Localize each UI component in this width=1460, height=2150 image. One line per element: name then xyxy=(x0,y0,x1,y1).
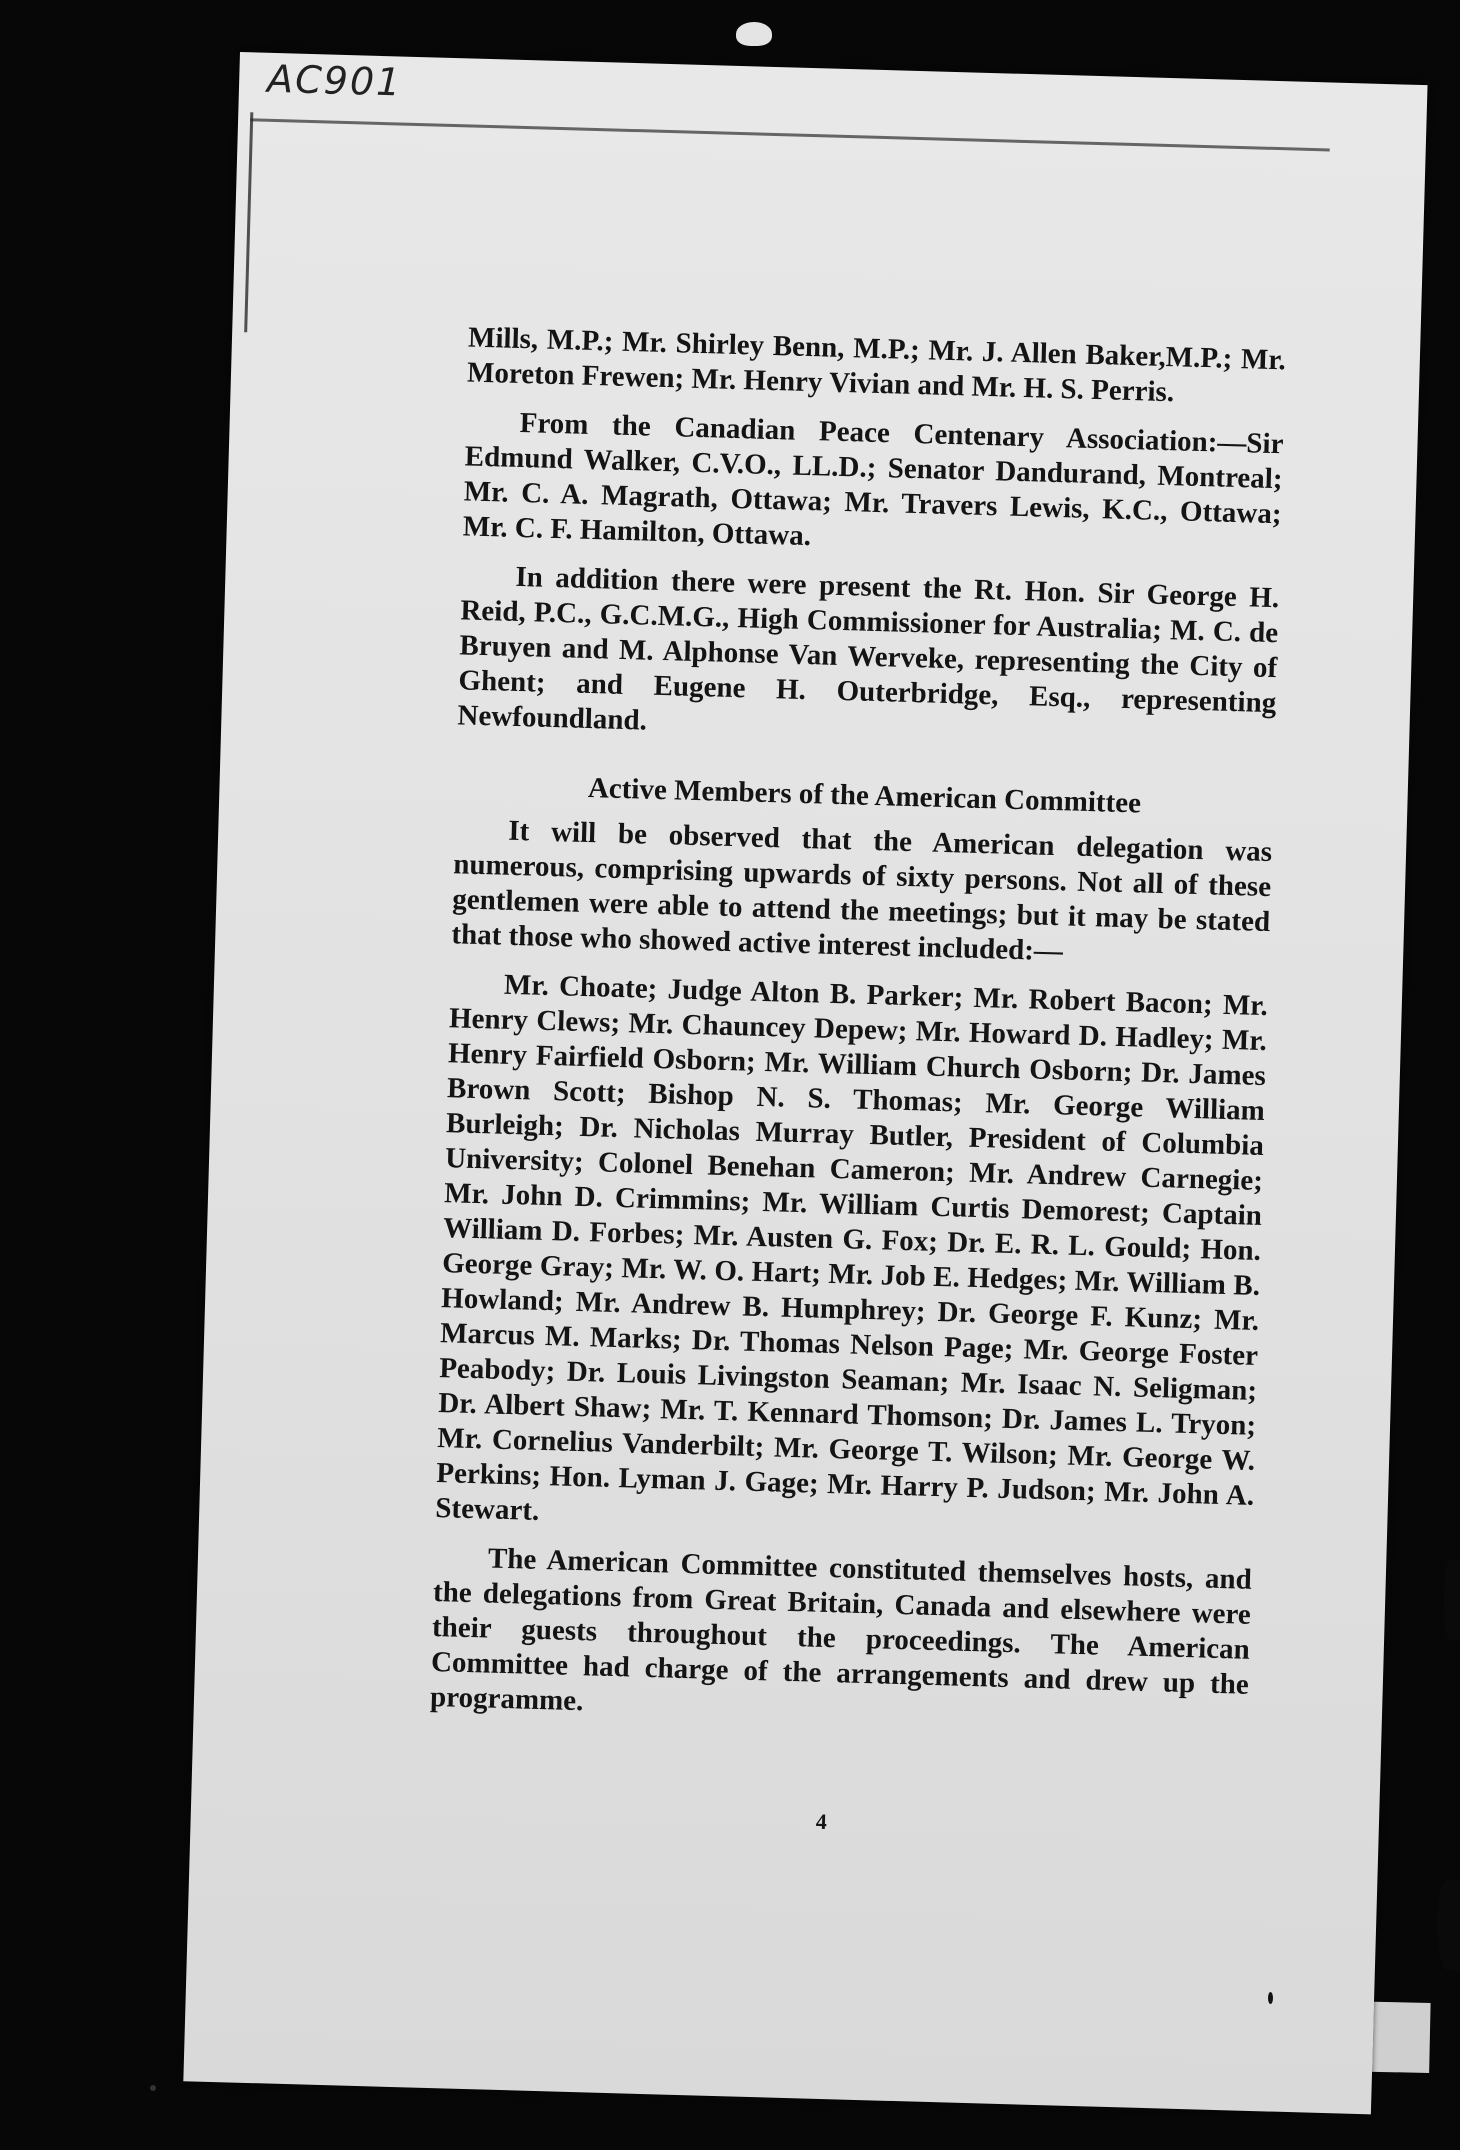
paragraph-hosts: The American Committee constituted themselves hosts, and the delegations from Great Britain, Canada and elsewhere were their guests throughout the proceedings. The American Committee had charge of the arrangements and drew up the programme. xyxy=(429,1542,1253,1718)
ink-rule-top xyxy=(250,118,1330,151)
document-page xyxy=(183,52,1427,2114)
scan-artifact-top xyxy=(736,22,772,46)
paragraph-british-delegates: Mills, M.P.; Mr. Shirley Benn, M.P.; Mr. J. Allen Baker,M.P.; Mr. Moreton Frewen; Mr. Henry Vivian and Mr. H. S. Perris. xyxy=(466,321,1287,409)
paragraph-others-present: In addition there were present the Rt. Hon. Sir George H. Reid, P.C., G.C.M.G., High Commissioner for Australia; M. C. de Bruyen and M. Alphonse Van Werveke, representing the City of Ghent; and Eugene H. Outerbridge, Esq., representing Newfoundland. xyxy=(457,560,1280,737)
handwritten-reference: AC901 xyxy=(266,56,403,105)
scan-speck-bottom xyxy=(150,2085,156,2091)
page-number: 4 xyxy=(815,1808,828,1835)
ink-rule-left xyxy=(244,112,253,332)
paragraph-delegation-intro: It will be observed that the American delegation was numerous, comprising upwards of sixty persons. Not all of these gentlemen were able to attend the meetings; but it may be stated that those who showed active interest included:— xyxy=(451,814,1273,968)
page-body-text xyxy=(429,320,1286,1751)
paragraph-member-list: Mr. Choate; Judge Alton B. Parker; Mr. Robert Bacon; Mr. Henry Clews; Mr. Chauncey Depew; Mr. Howard D. Hadley; Mr. Henry Fairfield Osborn; Mr. William Church Osborn; Dr. James Brown Scott; Bishop N. S. Thomas; Mr. George William Burleigh; Dr. Nicholas Murray Butler, President of Columbia University; Colonel Benehan Cameron; Mr. Andrew Carnegie; Mr. John D. Crimmins; Mr. William Curtis Demorest; Captain William D. Forbes; Mr. Austen G. Fox; Dr. E. R. L. Gould; Hon. George Gray; Mr. W. O. Hart; Mr. Job E. Hedges; Mr. William B. Howland; Mr. Andrew B. Humphrey; Dr. George F. Kunz; Mr. Marcus M. Marks; Dr. Thomas Nelson Page; Mr. George Foster Peabody; Dr. Louis Livingston Seaman; Mr. Isaac N. Seligman; Dr. Albert Shaw; Mr. T. Kennard Thomson; Dr. James L. Tryon; Mr. Cornelius Vanderbilt; Mr. George T. Wilson; Mr. George W. Perkins; Hon. Lyman J. Gage; Mr. Harry P. Judson; Mr. John A. Stewart. xyxy=(434,968,1269,1527)
section-heading: Active Members of the American Committee xyxy=(587,772,1142,820)
scan-artifact-right-1 xyxy=(1444,1560,1460,1640)
scan-artifact-right-2 xyxy=(1438,1880,1460,1970)
scan-speck xyxy=(1268,1992,1273,2004)
paragraph-canadian-association: From the Canadian Peace Centenary Association:—Sir Edmund Walker, C.V.O., LL.D.; Senator Dandurand, Montreal; Mr. C. A. Magrath, Ottawa; Mr. Travers Lewis, K.C., Ottawa; Mr. C. F. Hamilton, Ottawa. xyxy=(462,406,1284,553)
